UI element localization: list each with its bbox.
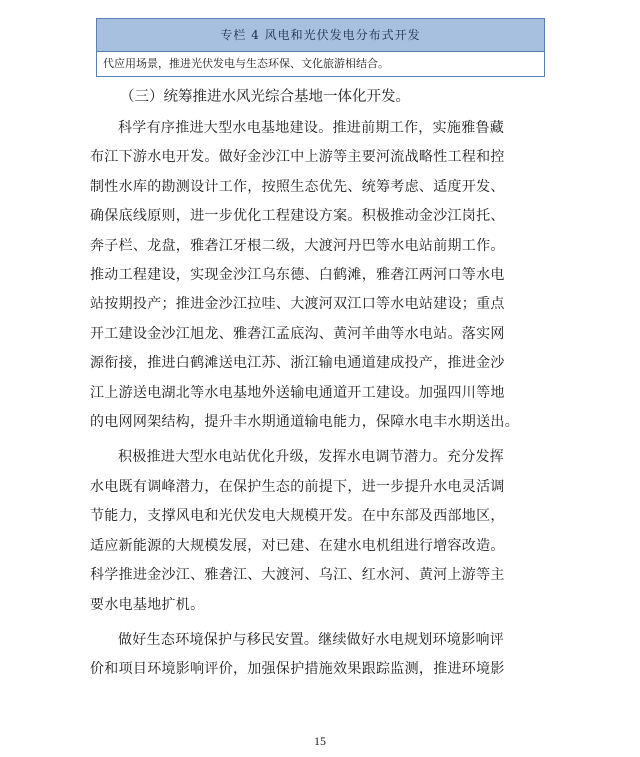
page-number: 15: [314, 734, 326, 748]
text-line: 要水电基地扩机。: [90, 596, 205, 613]
text-line: 的电网网架结构，提升丰水期通道输电能力，保障水电丰水期送出。: [90, 414, 519, 431]
text-line: 推动工程建设，实现金沙江乌东德、白鹤滩，雅砻江两河口等水电: [90, 267, 505, 284]
text-line: 布江下游水电开发。做好金沙江中上游等主要河流战略性工程和控: [90, 149, 505, 166]
text-line: 科学推进金沙江、雅砻江、大渡河、乌江、红水河、黄河上游等主: [90, 567, 505, 584]
text-line: 节能力，支撑风电和光伏发电大规模开发。在中东部及西部地区，: [90, 508, 505, 525]
column-box-title: 专栏 4 风电和光伏发电分布式开发: [97, 19, 544, 52]
column-box: [96, 18, 545, 77]
section-heading: （三）统筹推进水风光综合基地一体化开发。: [120, 89, 410, 105]
text-line: 源衔接，推进白鹤滩送电江苏、浙江输电通道建成投产，推进金沙: [90, 355, 505, 372]
text-line: 积极推进大型水电站优化升级，发挥水电调节潜力。充分发挥: [118, 449, 505, 466]
text-line: 适应新能源的大规模发展，对已建、在建水电机组进行增容改造。: [90, 537, 505, 554]
text-line: 价和项目环境影响评价，加强保护措施效果跟踪监测，推进环境影: [90, 661, 505, 678]
column-box-body: 代应用场景，推进光伏发电与生态环保、文化旅游相结合。: [103, 57, 389, 70]
paragraph-ecology-resettlement: [90, 626, 560, 685]
text-line: 水电既有调峰潜力，在保护生态的前提下，进一步提升水电灵活调: [90, 478, 505, 495]
main-content: [90, 82, 560, 685]
text-line: 制性水库的勘测设计工作，按照生态优先、统筹考虑、适度开发、: [90, 178, 505, 195]
text-line: 做好生态环境保护与移民安置。继续做好水电规划环境影响评: [118, 631, 505, 648]
text-line: 江上游送电湖北等水电基地外送输电通道开工建设。加强四川等地: [90, 384, 505, 401]
text-line: 奔子栏、龙盘，雅砻江牙根二级，大渡河丹巴等水电站前期工作。: [90, 237, 505, 254]
text-line: 开工建设金沙江旭龙、雅砻江孟底沟、黄河羊曲等水电站。落实网: [90, 325, 505, 342]
text-line: 站按期投产；推进金沙江拉哇、大渡河双江口等水电站建设；重点: [90, 296, 505, 313]
text-line: 科学有序推进大型水电基地建设。推进前期工作，实施雅鲁藏: [118, 120, 505, 136]
paragraph-hydropower-bases: [90, 114, 560, 437]
text-line: 确保底线原则，进一步优化工程建设方案。积极推动金沙江岗托、: [90, 208, 505, 225]
paragraph-hydropower-upgrade: [90, 443, 560, 619]
